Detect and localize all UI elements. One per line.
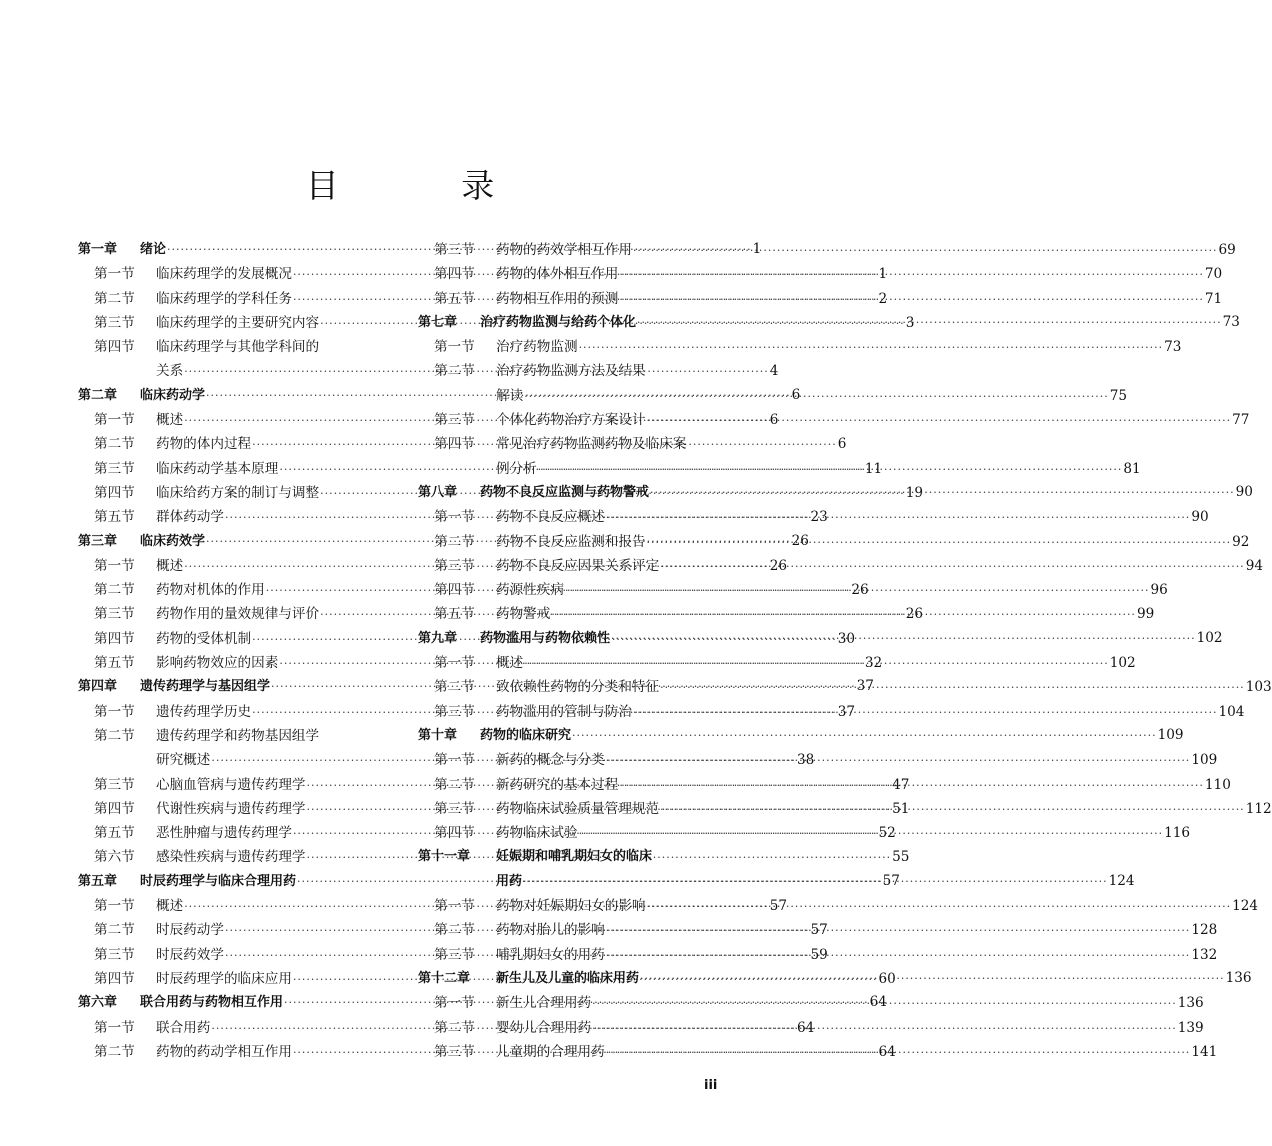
toc-entry-page: 26	[851, 582, 869, 599]
toc-entry-page: 59	[810, 946, 828, 963]
toc-entry-page: 37	[856, 678, 874, 695]
toc-entry-label: 第二节	[434, 533, 475, 550]
toc-entry-title: 药物的药效学相互作用	[496, 242, 632, 258]
toc-entry-page: 81	[1123, 460, 1141, 477]
toc-entry-title: 药物的体内过程	[156, 436, 252, 453]
toc-entry-title: 治疗药物监测方法及结果	[496, 363, 646, 380]
toc-entry-label: 第三节	[434, 412, 475, 429]
toc-entry-label: 第三章	[78, 533, 118, 549]
toc-entry-title: 代谢性疾病与遗传药理学	[156, 800, 306, 817]
toc-entry-label: 第二节	[94, 290, 135, 307]
toc-entry-label: 第八章	[418, 484, 458, 500]
toc-entry-label: 第五节	[434, 290, 475, 307]
toc-section-entry[interactable]	[418, 287, 1223, 311]
toc-entry-page: 6	[769, 412, 779, 429]
toc-entry-label: 第二节	[94, 922, 135, 939]
dot-leader	[660, 557, 1245, 574]
toc-entry-page: 55	[892, 849, 910, 866]
toc-entry-title: 恶性肿瘤与遗传药理学	[156, 825, 292, 842]
toc-entry-page: 23	[810, 509, 828, 526]
toc-section-entry[interactable]	[418, 384, 1128, 408]
toc-entry-title: 哺乳期妇女的用药	[496, 946, 605, 963]
toc-entry-page: 57	[810, 922, 828, 939]
dot-leader	[551, 608, 1136, 621]
toc-entry-page: 103	[1245, 679, 1272, 696]
dot-leader	[650, 486, 1235, 499]
toc-entry-title: 临床药理学与其他学科间的	[156, 339, 320, 356]
dot-leader	[647, 900, 1232, 913]
toc-entry-label: 第二节	[434, 363, 475, 380]
toc-entry-title: 药物滥用与药物依赖性	[480, 630, 611, 646]
toc-entry-page: 69	[1218, 242, 1236, 258]
toc-entry-title: 联合用药	[156, 1019, 211, 1036]
toc-entry-title: 药物对胎儿的影响	[496, 922, 605, 939]
toc-entry-page: 124	[1108, 872, 1135, 889]
toc-section-entry[interactable]	[78, 724, 380, 748]
toc-entry-title: 药物不良反应因果关系评定	[496, 557, 660, 574]
toc-entry-label: 第一章	[78, 242, 118, 257]
toc-entry-label: 第四章	[78, 679, 118, 695]
toc-entry-page: 73	[1222, 313, 1240, 330]
toc-entry-page: 77	[1232, 412, 1250, 429]
dot-leader	[619, 776, 1204, 793]
toc-entry-label: 第四节	[434, 582, 475, 599]
toc-entry-page: 90	[1191, 509, 1209, 526]
toc-entry-page: 11	[864, 460, 883, 477]
toc-entry-label: 第七章	[418, 314, 458, 330]
toc-entry-title: 新药研究的基本过程	[496, 776, 619, 793]
toc-entry-label: 第三节	[94, 946, 135, 963]
dot-leader	[606, 511, 1191, 524]
toc-entry-title: 绪论	[140, 242, 167, 257]
toc-entry-label: 第四节	[94, 484, 135, 501]
toc-entry-title: 婴幼儿合理用药	[496, 1019, 592, 1036]
toc-entry-title: 用药	[496, 873, 523, 889]
toc-entry-label: 第四节	[434, 825, 475, 842]
dot-leader	[592, 997, 1177, 1010]
dot-leader	[606, 754, 1191, 767]
toc-entry-page: 64	[869, 994, 887, 1011]
toc-entry-title: 概述	[156, 557, 184, 574]
toc-entry-label: 第四节	[94, 339, 135, 356]
dot-leader	[619, 290, 1204, 307]
toc-entry-page: 124	[1232, 898, 1259, 915]
toc-section-entry[interactable]	[418, 335, 1182, 359]
toc-entry-label: 第二节	[434, 922, 475, 939]
toc-entry-title: 药物的体外相互作用	[496, 266, 619, 283]
toc-entry-page: 92	[1232, 533, 1250, 550]
toc-entry-page: 1	[878, 266, 888, 283]
toc-entry-label: 第一节	[94, 1019, 135, 1036]
toc-entry-title: 心脑血管病与遗传药理学	[156, 776, 306, 793]
toc-entry-label: 第二节	[434, 776, 475, 793]
toc-entry-title: 治疗药物监测	[496, 339, 578, 356]
toc-entry-page: 139	[1177, 1019, 1204, 1036]
toc-entry-page: 110	[1204, 776, 1231, 793]
toc-entry-page: 99	[1136, 606, 1155, 623]
toc-entry-label: 第一节	[434, 995, 475, 1012]
toc-entry-page: 116	[1164, 825, 1191, 842]
toc-entry-title: 感染性疾病与遗传药理学	[156, 849, 306, 866]
toc-entry-title: 常见治疗药物监测药物及临床案	[496, 436, 687, 453]
dot-leader	[524, 657, 1109, 670]
toc-entry-title: 遗传药理学与基因组学	[140, 679, 271, 695]
toc-entry-label: 第六章	[78, 995, 118, 1011]
dot-leader	[572, 729, 1157, 742]
page-number: iii	[704, 1078, 718, 1093]
toc-entry-label: 第十一章	[418, 849, 471, 865]
toc-entry-title: 妊娠期和哺乳期妇女的临床	[496, 849, 653, 865]
dot-leader	[523, 872, 1108, 889]
dot-leader	[633, 244, 1218, 257]
toc-entry-title: 药物相互作用的预测	[496, 290, 619, 307]
toc-entry-title: 联合用药与药物相互作用	[140, 995, 284, 1011]
toc-entry-page: 109	[1191, 752, 1218, 769]
toc-entry-label: 第三节	[434, 703, 475, 720]
dot-leader	[538, 460, 1123, 477]
toc-entry-label: 第十章	[418, 727, 458, 743]
toc-entry-title: 临床药理学的主要研究内容	[156, 314, 320, 331]
toc-entry-page: 132	[1191, 946, 1218, 963]
toc-entry-page: 6	[791, 386, 801, 403]
toc-entry-title: 遗传药理学历史	[156, 703, 252, 720]
toc-entry-label: 第二节	[434, 1019, 475, 1036]
toc-entry-title: 群体药动学	[156, 509, 224, 526]
toc-entry-label: 第五节	[94, 509, 135, 526]
toc-entry-label: 第一节	[434, 509, 475, 526]
toc-entry-label: 第六节	[94, 849, 135, 866]
toc-entry-title: 药物警戒	[496, 606, 551, 623]
toc-entry-title: 药物的临床研究	[480, 727, 572, 743]
dot-leader	[606, 924, 1191, 937]
toc-entry-page: 136	[1177, 995, 1204, 1012]
toc-entry-page: 75	[1109, 387, 1128, 404]
dot-leader	[606, 1043, 1191, 1060]
toc-entry-label: 第二节	[94, 1043, 135, 1060]
toc-entry-title: 药物不良反应监测和报告	[496, 533, 646, 550]
toc-entry-title: 药物作用的量效规律与评价	[156, 606, 320, 623]
dot-leader	[637, 316, 1222, 329]
toc-entry-page: 38	[796, 752, 815, 769]
toc-entry-page: 52	[878, 825, 896, 842]
toc-entry-label: 第三节	[434, 1043, 475, 1060]
toc-entry-page: 104	[1218, 703, 1245, 720]
toc-entry-title: 药物不良反应概述	[496, 509, 605, 526]
toc-entry-page: 2	[878, 290, 888, 307]
dot-leader	[592, 1019, 1177, 1036]
toc-entry-page: 90	[1235, 483, 1253, 500]
toc-entry-title: 致依赖性药物的分类和特征	[496, 679, 660, 696]
toc-entry-page: 64	[878, 1043, 896, 1060]
toc-entry-label: 第三节	[94, 606, 135, 623]
toc-entry-page: 94	[1245, 557, 1263, 574]
toc-entry-label: 第四节	[94, 970, 135, 987]
toc-entry-label: 第四节	[434, 266, 475, 283]
toc-entry-label: 第三节	[434, 800, 475, 817]
toc-entry-page: 47	[892, 776, 910, 793]
toc-entry-page: 57	[769, 898, 788, 915]
toc-entry-title: 概述	[156, 412, 184, 429]
toc-entry-label: 第五节	[94, 655, 135, 672]
toc-entry-label: 第二节	[94, 436, 135, 453]
toc-entry-label: 第五节	[434, 606, 475, 623]
toc-section-entry[interactable]	[418, 408, 1250, 432]
toc-entry-label: 第九章	[418, 630, 458, 646]
toc-entry-label: 第一节	[94, 898, 135, 915]
toc-entry-label: 第三节	[94, 314, 135, 331]
toc-entry-title: 临床药理学的学科任务	[156, 290, 292, 307]
toc-entry-label: 第一节	[94, 557, 135, 574]
toc-entry-page: 6	[837, 436, 847, 453]
toc-entry-page: 32	[864, 655, 883, 672]
toc-entry-title: 遗传药理学和药物基因组学	[156, 727, 320, 744]
toc-entry-page: 71	[1204, 290, 1223, 307]
toc-entry-title: 临床药效学	[140, 533, 206, 549]
toc-entry-title: 儿童期的合理用药	[496, 1043, 605, 1060]
toc-entry-title: 临床药动学	[140, 387, 206, 403]
toc-entry-title: 药物的药动学相互作用	[156, 1043, 292, 1060]
toc-entry-page: 136	[1225, 969, 1252, 986]
toc-entry-title: 时辰药理学的临床应用	[156, 970, 292, 987]
toc-entry-title: 影响药物效应的因素	[156, 655, 279, 672]
toc-entry-label: 第三节	[94, 460, 135, 477]
dot-leader	[611, 632, 1196, 645]
dot-leader	[640, 972, 1225, 985]
toc-entry-page: 73	[1164, 339, 1182, 356]
toc-entry-page: 70	[1204, 266, 1223, 283]
toc-section-entry[interactable]	[418, 359, 720, 383]
toc-entry-title: 药物临床试验	[496, 825, 578, 842]
toc-entry-title: 药物临床试验质量管理规范	[496, 800, 660, 817]
dot-leader	[633, 703, 1218, 720]
toc-entry-title: 例分析	[496, 460, 537, 477]
toc-entry-label: 第三节	[434, 557, 475, 574]
toc-entry-page: 4	[769, 363, 779, 380]
toc-section-entry[interactable]	[418, 238, 1236, 262]
toc-entry-page: 26	[791, 532, 809, 549]
toc-section-entry[interactable]	[418, 262, 1223, 286]
toc-entry-page: 37	[837, 703, 856, 720]
toc-entry-label: 第四节	[94, 630, 135, 647]
toc-entry-title: 时辰药理学与临床合理用药	[140, 873, 297, 889]
toc-entry-page: 51	[892, 800, 910, 817]
toc-entry-title: 药物不良反应监测与药物警戒	[480, 484, 650, 500]
toc-entry-page: 26	[769, 557, 788, 574]
toc-entry-label: 第一节	[434, 339, 475, 356]
toc-entry-label: 第十二章	[418, 970, 471, 986]
toc-entry-title: 新生儿合理用药	[496, 995, 592, 1012]
toc-chapter-entry[interactable]	[418, 311, 1240, 335]
toc-entry-title: 个体化药物治疗方案设计	[496, 412, 646, 429]
dot-leader	[647, 414, 1232, 427]
toc-entry-label: 第五节	[94, 825, 135, 842]
toc-entry-title: 药物对妊娠期妇女的影响	[496, 898, 646, 915]
toc-entry-page: 109	[1157, 726, 1184, 743]
dot-leader	[524, 390, 1109, 403]
toc-entry-label: 第三节	[434, 242, 475, 258]
toc-entry-page: 102	[1109, 655, 1136, 672]
toc-entry-page: 3	[905, 314, 915, 331]
toc-entry-title: 临床药理学的发展概况	[156, 266, 292, 283]
toc-chapter-entry[interactable]	[418, 845, 720, 869]
toc-entry-label: 第三节	[94, 776, 135, 793]
toc-entry-page: 30	[837, 630, 856, 647]
toc-entry-title: 药源性疾病	[496, 582, 564, 599]
toc-entry-page: 60	[878, 970, 896, 987]
toc-entry-label: 第五章	[78, 873, 118, 889]
toc-entry-title: 药物对机体的作用	[156, 582, 265, 599]
dot-leader	[647, 536, 1232, 549]
toc-entry-title: 时辰药动学	[156, 922, 224, 939]
toc-entry-label: 第一节	[94, 266, 135, 283]
toc-entry-title: 新药的概念与分类	[496, 752, 605, 769]
toc-entry-label: 第二节	[94, 582, 135, 599]
toc-entry-label: 第一节	[434, 655, 475, 672]
toc-entry-label: 第一节	[94, 412, 135, 429]
toc-entry-page: 96	[1150, 582, 1168, 599]
toc-entry-title: 临床给药方案的制订与调整	[156, 484, 320, 501]
toc-entry-label: 第一节	[434, 898, 475, 915]
toc-entry-title: 研究概述	[156, 752, 211, 769]
dot-leader	[660, 681, 1245, 694]
toc-section-entry[interactable]	[78, 335, 380, 359]
toc-entry-label: 第二节	[94, 727, 135, 744]
toc-entry-page: 1	[752, 241, 762, 257]
toc-entry-page: 57	[882, 872, 900, 889]
dot-leader	[579, 341, 1164, 354]
toc-entry-title: 治疗药物监测与给药个体化	[480, 314, 637, 330]
toc-entry-page: 26	[905, 606, 923, 623]
toc-entry-title: 新生儿及儿童的临床用药	[496, 970, 640, 986]
toc-section-entry[interactable]	[418, 432, 720, 456]
toc-entry-title: 药物的受体机制	[156, 630, 252, 647]
toc-entry-title: 概述	[496, 655, 524, 672]
toc-chapter-entry[interactable]	[78, 870, 900, 894]
toc-entry-label: 第二节	[434, 679, 475, 696]
toc-entry-title: 解读	[496, 387, 524, 404]
toc-entry-title: 时辰药效学	[156, 946, 224, 963]
toc-entry-title: 临床药动学基本原理	[156, 460, 279, 477]
toc-entry-label: 第三节	[434, 946, 475, 963]
toc-entry-title: 关系	[156, 363, 184, 380]
page-title: 目 录	[305, 166, 551, 205]
toc-chapter-entry[interactable]	[418, 724, 1184, 748]
toc-entry-label: 第四节	[94, 800, 135, 817]
toc-entry-page: 112	[1245, 800, 1272, 817]
toc-entry-page: 128	[1191, 922, 1218, 939]
toc-entry-label: 第四节	[434, 436, 475, 453]
toc-entry-label: 第一节	[94, 703, 135, 720]
dot-leader	[606, 946, 1191, 963]
toc-entry-title: 药物滥用的管制与防治	[496, 703, 632, 720]
toc-entry-label: 第一节	[434, 752, 475, 769]
dot-leader	[565, 584, 1150, 597]
toc-entry-page: 64	[796, 1019, 815, 1036]
toc-entry-label: 第二章	[78, 387, 118, 403]
toc-entry-page: 19	[905, 484, 923, 501]
toc-entry-title: 概述	[156, 898, 184, 915]
toc-entry-page: 102	[1196, 629, 1223, 646]
dot-leader	[579, 827, 1164, 840]
toc-entry-page: 141	[1191, 1043, 1218, 1060]
dot-leader	[660, 800, 1245, 817]
dot-leader	[619, 268, 1204, 281]
